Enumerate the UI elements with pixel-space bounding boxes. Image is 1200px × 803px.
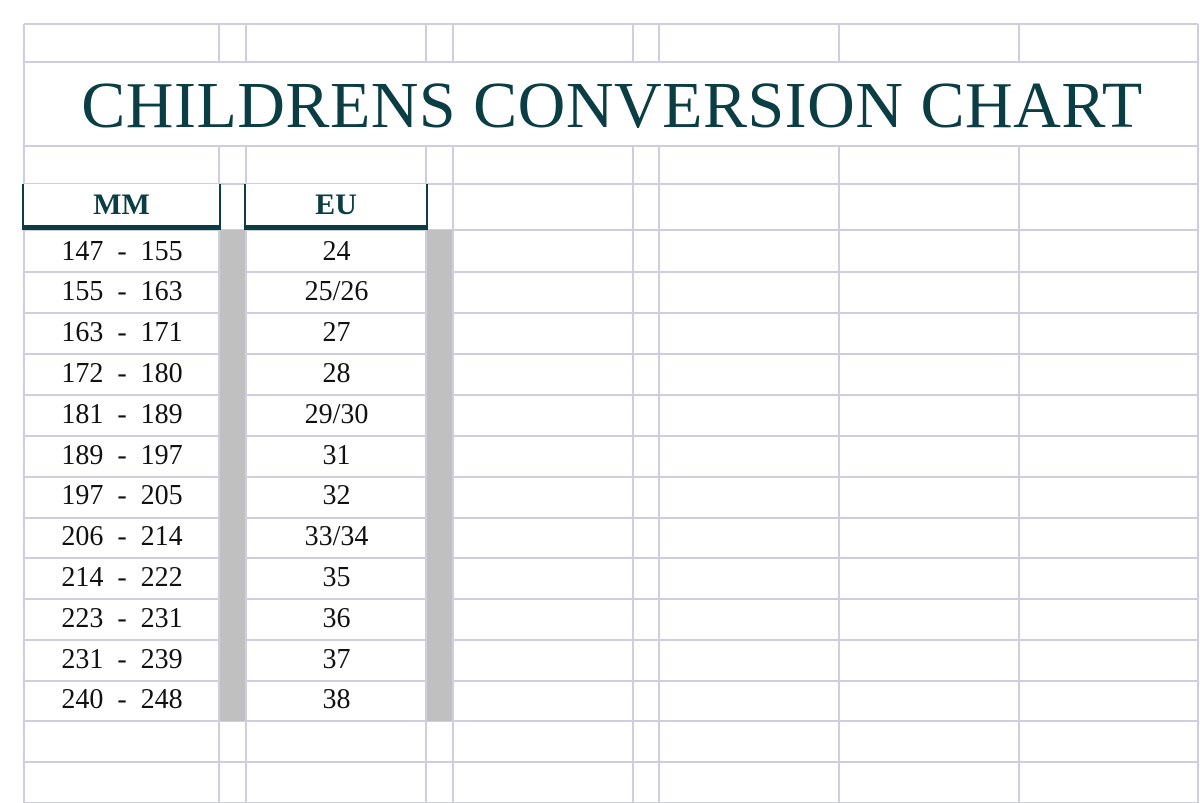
chart-title[interactable]: CHILDRENS CONVERSION CHART (81, 69, 1143, 142)
cell-eu-size[interactable]: 31 (322, 439, 351, 471)
table-row (24, 598, 452, 639)
cell-mm-range[interactable]: 189 - 197 (61, 439, 183, 471)
cell-mm-range[interactable]: 231 - 239 (61, 643, 183, 675)
table-row (24, 517, 452, 558)
cell-mm-range[interactable]: 240 - 248 (61, 684, 183, 716)
cell-mm-range[interactable]: 214 - 222 (61, 561, 183, 593)
table-row (24, 435, 452, 476)
table-row (24, 231, 452, 272)
cell-eu-size[interactable]: 27 (322, 317, 351, 349)
cell-mm-range[interactable]: 172 - 180 (61, 357, 183, 389)
table-row (24, 680, 452, 721)
cell-eu-size[interactable]: 35 (322, 561, 351, 593)
cell-mm-range[interactable]: 197 - 205 (61, 480, 183, 512)
table-row (24, 639, 452, 680)
cell-eu-size[interactable]: 24 (322, 235, 351, 267)
cell-mm-range[interactable]: 147 - 155 (61, 235, 183, 267)
cell-eu-size[interactable]: 36 (322, 602, 351, 634)
cell-mm-range[interactable]: 223 - 231 (61, 602, 183, 634)
header-eu[interactable]: EU (244, 184, 428, 230)
cell-mm-range[interactable]: 206 - 214 (61, 521, 183, 553)
cell-eu-size[interactable]: 38 (322, 684, 351, 716)
cell-mm-range[interactable]: 155 - 163 (61, 276, 183, 308)
table-row (24, 476, 452, 517)
table-row (24, 272, 452, 313)
cell-eu-size[interactable]: 25/26 (304, 276, 369, 308)
cell-mm-range[interactable]: 163 - 171 (61, 317, 183, 349)
table-row (24, 394, 452, 435)
cell-eu-size[interactable]: 29/30 (304, 398, 369, 430)
table-row (24, 313, 452, 354)
cell-mm-range[interactable]: 181 - 189 (61, 398, 183, 430)
cell-eu-size[interactable]: 32 (322, 480, 351, 512)
header-mm[interactable]: MM (22, 184, 221, 230)
cell-eu-size[interactable]: 28 (322, 357, 351, 389)
table-row (24, 557, 452, 598)
table-row (24, 353, 452, 394)
cell-eu-size[interactable]: 37 (322, 643, 351, 675)
cell-eu-size[interactable]: 33/34 (304, 521, 369, 553)
